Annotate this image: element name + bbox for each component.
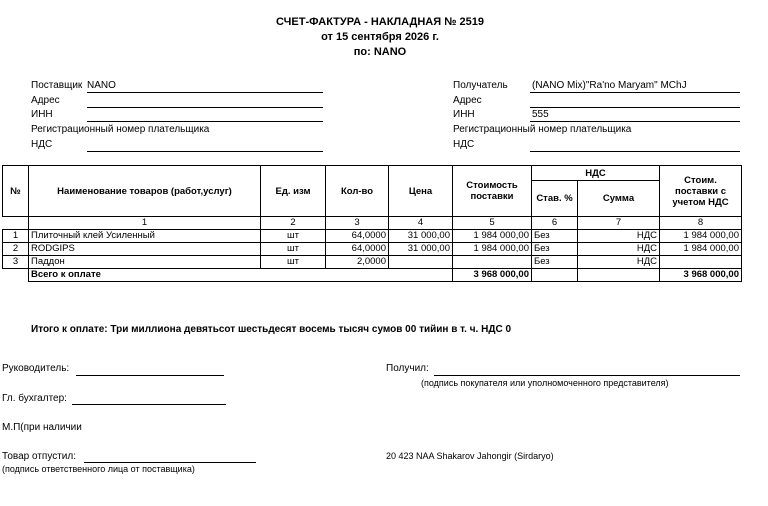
col-num-header: № [3,166,29,217]
director-label: Руководитель: [2,363,70,374]
supplier-vat-label: НДС [31,139,53,150]
supplier-reg-label: Регистрационный номер плательщика [31,124,210,135]
col-name-header: Наименование товаров (работ,услуг) [29,166,261,217]
recipient-reg-label: Регистрационный номер плательщика [453,124,632,135]
recipient-label: Получатель [453,80,508,91]
director-signature-line [76,375,224,376]
col-vat-sum-header: Сумма [578,181,660,217]
col-number: 7 [578,217,660,230]
row-price: 31 000,00 [389,230,453,243]
row-vat-sum: НДС [578,243,660,256]
row-name: Плиточный клей Усиленный [29,230,261,243]
row-vat-rate: Без [532,256,578,269]
table-header-row [3,166,742,181]
col-unit-header: Ед. изм [261,166,326,217]
invoice-table [2,165,742,282]
col-cost-header: Стоимость поставки [453,166,532,217]
table-column-numbers-row [3,217,742,230]
recipient-address-label: Адрес [453,95,482,106]
row-qty: 2,0000 [326,256,389,269]
supplier-label: Поставщик [31,80,83,91]
row-name: Паддон [29,256,261,269]
col-qty-header: Кол-во [326,166,389,217]
total-label: Всего к оплате [29,269,453,282]
received-signature-line [434,375,740,376]
recipient-address-line [530,107,740,108]
recipient-vat-line [530,151,740,152]
col-number: 1 [29,217,261,230]
released-label: Товар отпустил: [2,451,76,462]
row-cost: 1 984 000,00 [453,230,532,243]
col-vat-rate-header: Став. % [532,181,578,217]
supplier-inn-line [87,121,323,122]
supplier-line [87,92,323,93]
col-price-header: Цена [389,166,453,217]
col-number: 4 [389,217,453,230]
row-vat-sum: НДС [578,230,660,243]
table-row [3,243,742,256]
supplier-address-label: Адрес [31,95,60,106]
total-in-words: Итого к оплате: Три миллиона девятьсот шестьдесят восемь тысяч сумов 00 тийин в т. ч. НДС 0 [31,324,512,335]
row-unit: шт [261,230,326,243]
recipient-inn-label: ИНН [453,109,475,120]
received-note: (подпись покупателя или уполномоченного представителя) [421,378,669,388]
supplier-address-line [87,107,323,108]
document-date: от 15 сентября 2026 г. [321,31,439,43]
row-unit: шт [261,243,326,256]
recipient-line [530,92,740,93]
total-cost: 3 968 000,00 [453,269,532,282]
accountant-signature-line [72,404,226,405]
supplier-value: NANO [87,80,116,91]
row-unit: шт [261,256,326,269]
recipient-inn-line [530,121,740,122]
col-number: 2 [261,217,326,230]
row-vat-rate: Без [532,243,578,256]
col-number: 8 [660,217,742,230]
row-num: 2 [3,243,29,256]
row-qty: 64,0000 [326,230,389,243]
supplier-inn-label: ИНН [31,109,53,120]
row-vat-sum: НДС [578,256,660,269]
recipient-value: (NANO Mix)"Ra'no Maryam" MChJ [532,80,687,91]
table-total-row [3,269,742,282]
row-qty: 64,0000 [326,243,389,256]
supplier-vat-line [87,151,323,152]
receiver-name: 20 423 NAA Shakarov Jahongir (Sirdaryo) [386,451,554,461]
received-label: Получил: [386,363,429,374]
col-number: 5 [453,217,532,230]
row-total [660,256,742,269]
row-name: RODGIPS [29,243,261,256]
recipient-vat-label: НДС [453,139,475,150]
col-total-header: Стоим. поставки с учетом НДС [660,166,742,217]
released-note: (подпись ответственного лица от поставщика) [2,464,195,474]
row-price: 31 000,00 [389,243,453,256]
row-price [389,256,453,269]
row-cost: 1 984 000,00 [453,243,532,256]
total-sum: 3 968 000,00 [660,269,742,282]
row-total: 1 984 000,00 [660,230,742,243]
released-signature-line [84,462,256,463]
recipient-inn-value: 555 [532,109,549,120]
stamp-label: М.П(при наличии [2,422,82,433]
document-title: СЧЕТ-ФАКТУРА - НАКЛАДНАЯ № 2519 [276,16,484,28]
table-row [3,256,742,269]
table-row [3,230,742,243]
row-num: 3 [3,256,29,269]
col-vat-header: НДС [532,166,660,181]
row-total: 1 984 000,00 [660,243,742,256]
row-cost [453,256,532,269]
col-number: 3 [326,217,389,230]
accountant-label: Гл. бухгалтер: [2,393,67,404]
col-number: 6 [532,217,578,230]
row-num: 1 [3,230,29,243]
row-vat-rate: Без [532,230,578,243]
document-by: по: NANO [353,46,407,58]
